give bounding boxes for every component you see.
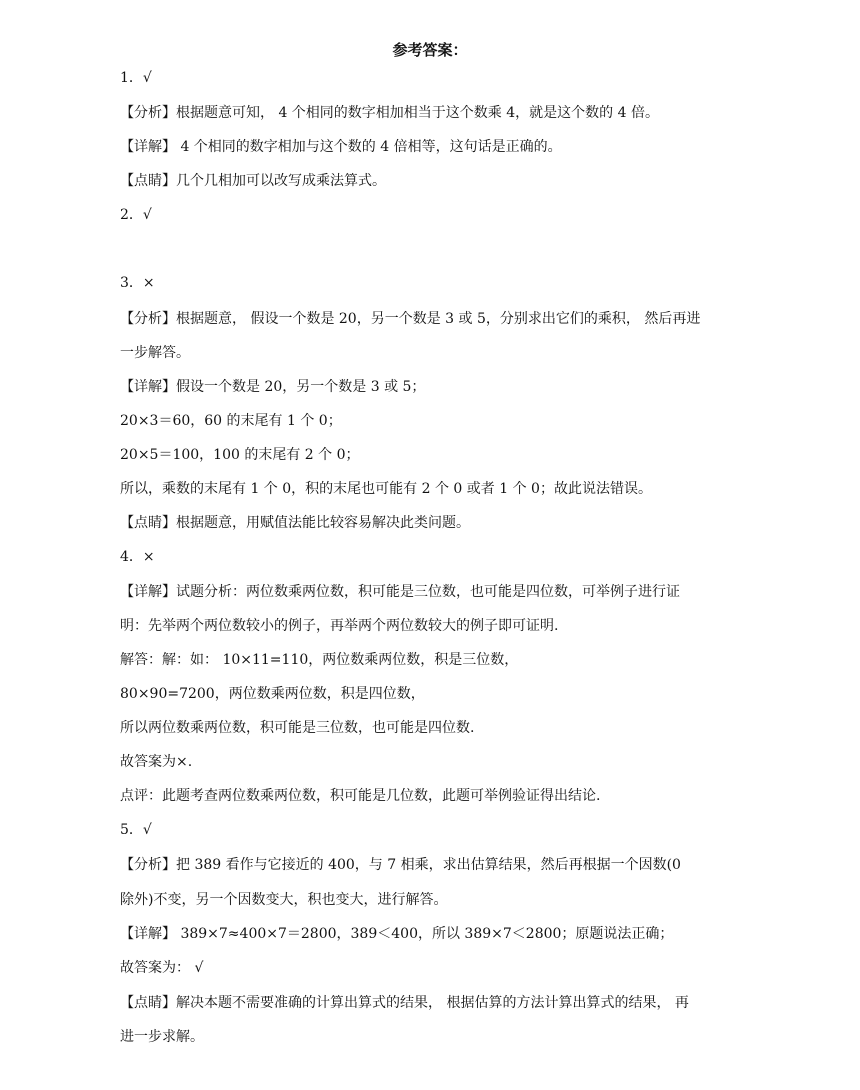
q4-solution-line-1: 解答：解：如： 10×11=110，两位数乘两位数，积是三位数， (120, 652, 519, 668)
q5-analysis-line-2: 除外)不变，另一个因数变大，积也变大，进行解答。 (120, 892, 448, 908)
q3-analysis-line-1: 【分析】根据题意， 假设一个数是 20，另一个数是 3 或 5，分别求出它们的乘积， 然后再进 (120, 311, 701, 327)
q4-detail-line-1: 【详解】试题分析：两位数乘两位数，积可能是三位数，也可能是四位数，可举例子进行证 (120, 584, 680, 600)
page-title: 参考答案： (392, 41, 468, 59)
q4-solution-line-3: 所以两位数乘两位数，积可能是三位数，也可能是四位数. (120, 720, 475, 736)
q5-analysis-line-1: 【分析】把 389 看作与它接近的 400，与 7 相乘，求出估算结果，然后再根据一个因数(0 (120, 857, 681, 873)
question-4-answer: 4．× (120, 549, 155, 565)
q4-comment: 点评：此题考查两位数乘两位数，积可能是几位数，此题可举例验证得出结论. (120, 788, 601, 804)
q3-detail-line-2: 20×3＝60，60 的末尾有 1 个 0； (120, 413, 342, 429)
q1-comment: 【点睛】几个几相加可以改写成乘法算式。 (120, 173, 386, 189)
q3-comment: 【点睛】根据题意，用赋值法能比较容易解决此类问题。 (120, 515, 470, 531)
q5-detail: 【详解】 389×7≈400×7＝2800，389＜400，所以 389×7＜2800；原题说法正确； (120, 926, 674, 942)
q4-detail-line-2: 明：先举两个两位数较小的例子，再举两个两位数较大的例子即可证明. (120, 618, 559, 634)
q5-comment-line-2: 进一步求解。 (120, 1029, 204, 1045)
q3-detail-line-4: 所以，乘数的末尾有 1 个 0，积的末尾也可能有 2 个 0 或者 1 个 0；故此说法错误。 (120, 481, 652, 497)
question-5-answer: 5．√ (120, 822, 152, 838)
q3-detail-line-3: 20×5＝100，100 的末尾有 2 个 0； (120, 447, 360, 463)
q3-detail-line-1: 【详解】假设一个数是 20，另一个数是 3 或 5； (120, 379, 426, 395)
q5-comment-line-1: 【点睛】解决本题不需要准确的计算出算式的结果， 根据估算的方法计算出算式的结果， 再 (120, 995, 689, 1011)
q5-answer-line: 故答案为： √ (120, 960, 204, 976)
q3-analysis-line-2: 一步解答。 (120, 345, 190, 361)
question-2-answer: 2．√ (120, 207, 152, 223)
question-3-answer: 3．× (120, 275, 155, 291)
q1-detail: 【详解】 4 个相同的数字相加与这个数的 4 倍相等，这句话是正确的。 (120, 139, 562, 155)
q1-analysis: 【分析】根据题意可知， 4 个相同的数字相加相当于这个数乘 4，就是这个数的 4 倍。 (120, 105, 659, 121)
q4-answer-line: 故答案为×. (120, 754, 193, 770)
question-1-answer: 1．√ (120, 70, 152, 86)
q4-solution-line-2: 80×90=7200，两位数乘两位数，积是四位数， (120, 686, 425, 702)
